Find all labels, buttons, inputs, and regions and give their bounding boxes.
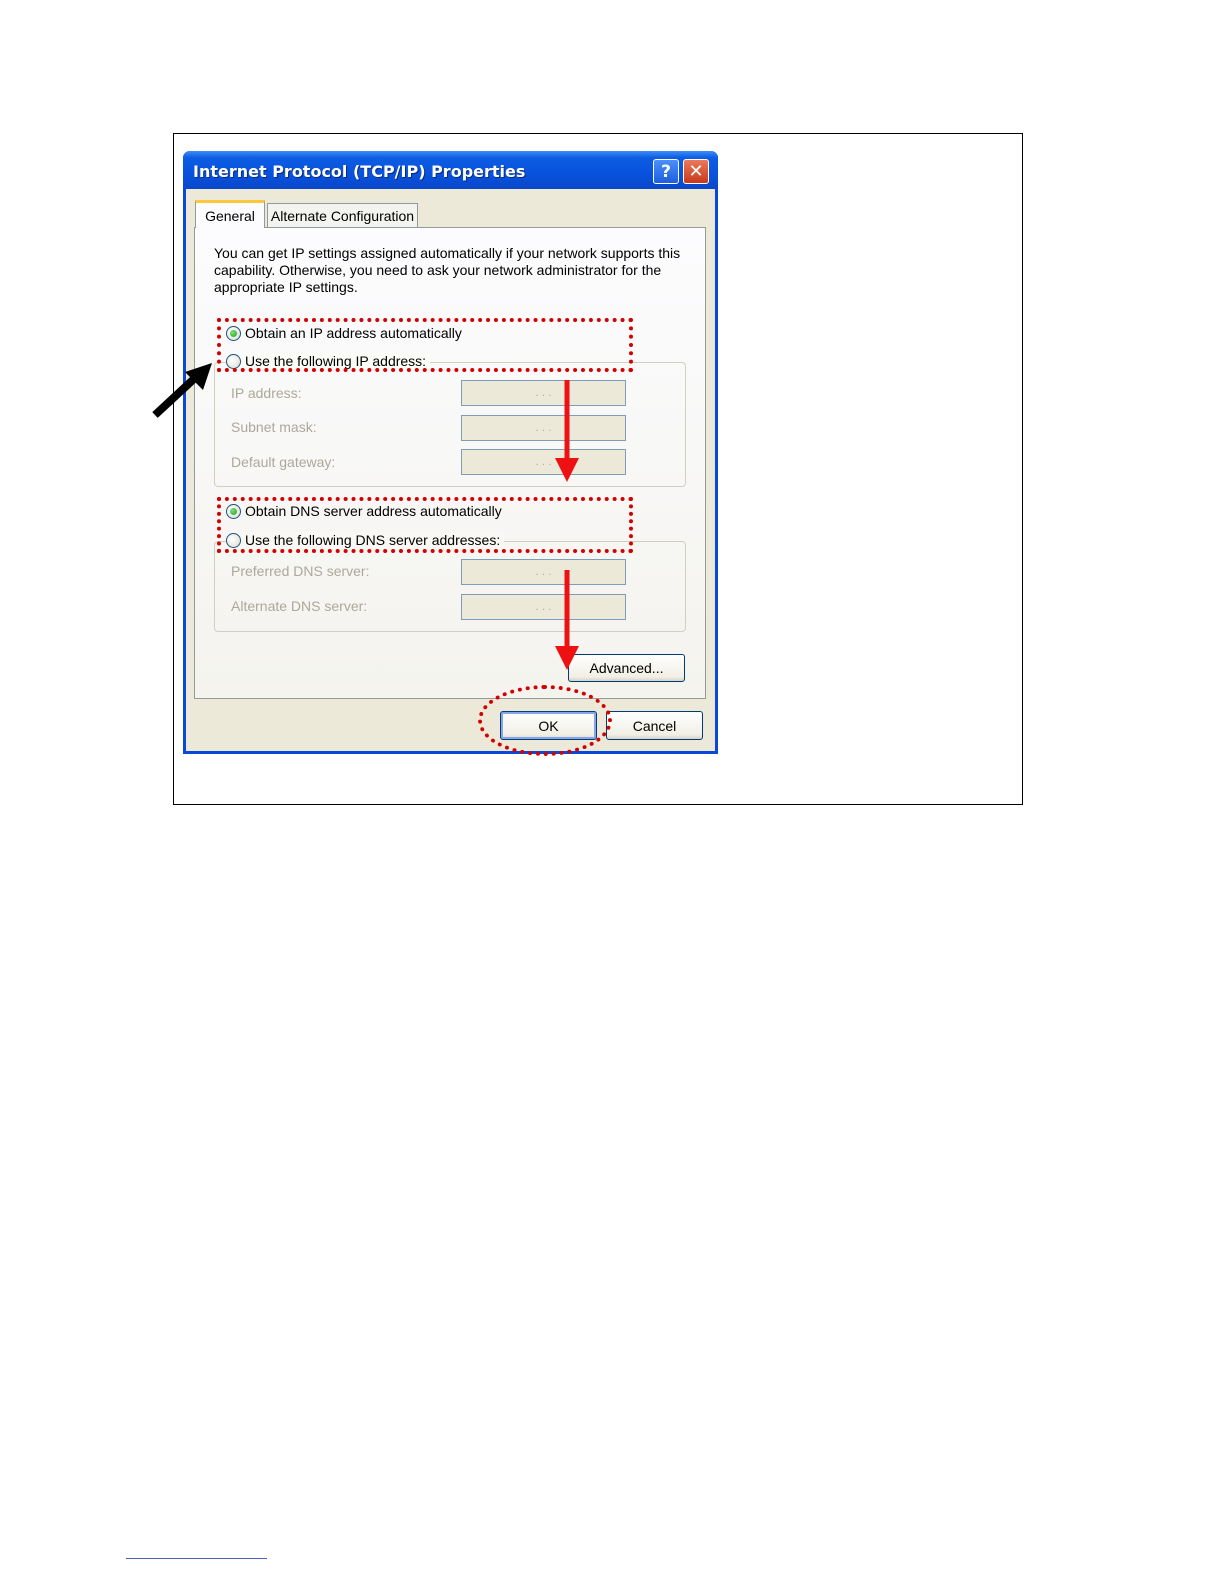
ip-address-label: IP address: (231, 385, 302, 401)
ok-button[interactable]: OK (500, 711, 597, 740)
ip-address-value: . . . (535, 387, 552, 399)
default-gateway-value: . . . (535, 456, 552, 468)
cancel-button[interactable]: Cancel (606, 711, 703, 740)
tab-general[interactable] (195, 200, 265, 228)
down-arrow-dns-to-advanced (555, 570, 579, 670)
intro-text: You can get IP settings assigned automatically if your network supports this capability. Otherwise, you need to ask your network administrator for the appropriate IP settings. (214, 245, 681, 295)
use-following-dns-label: Use the following DNS server addresses: (245, 532, 501, 548)
pointer-arrow (155, 363, 212, 415)
obtain-ip-auto-label: Obtain an IP address automatically (245, 325, 462, 341)
obtain-dns-auto-label: Obtain DNS server address automatically (245, 503, 502, 519)
subnet-mask-label: Subnet mask: (231, 419, 317, 435)
advanced-button[interactable]: Advanced... (568, 654, 685, 682)
close-icon: ✕ (688, 161, 704, 182)
preferred-dns-label: Preferred DNS server: (231, 563, 370, 579)
alternate-dns-label: Alternate DNS server: (231, 598, 368, 614)
footnote-separator (126, 1558, 267, 1559)
preferred-dns-value: . . . (535, 566, 552, 578)
down-arrow-ip-to-dns (555, 380, 579, 482)
default-gateway-label: Default gateway: (231, 454, 336, 470)
tab-alternate-label: Alternate Configuration (270, 207, 415, 224)
alternate-dns-value: . . . (535, 601, 552, 613)
tab-general-label: General (205, 207, 255, 224)
help-icon: ? (661, 161, 671, 182)
dialog-title: Internet Protocol (TCP/IP) Properties (193, 162, 526, 181)
subnet-mask-value: . . . (535, 422, 552, 434)
use-following-ip-label: Use the following IP address: (245, 353, 427, 369)
